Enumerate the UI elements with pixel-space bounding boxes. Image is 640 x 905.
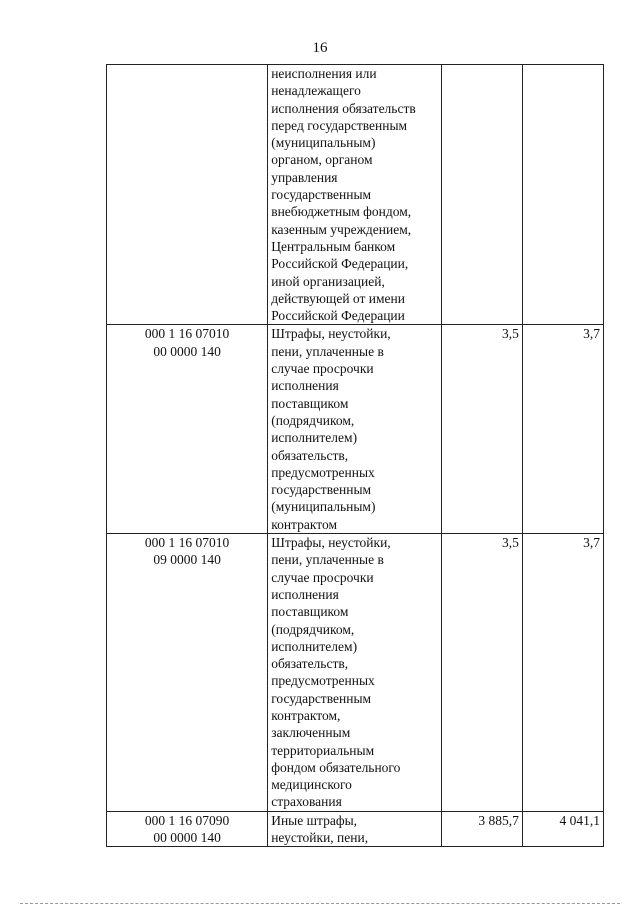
revenue-code: 000 1 16 07090 00 0000 140: [144, 812, 230, 846]
value-year2: 4 041,1: [559, 812, 600, 828]
revenue-name-cell: [268, 534, 442, 812]
value-year2-cell: [522, 65, 603, 325]
value-year1-cell: [441, 325, 522, 534]
table-row: [107, 325, 604, 534]
revenue-name: неисполнения или ненадлежащего исполнения обязательств перед государственным (муниципальным) органом, органом управления государственным внебюджетным фондом, казенным учреждением, Центральным банком Российской Федерации, иной организацией, действующей от имени Российской Федерации: [271, 66, 416, 324]
page-number: 16: [312, 40, 328, 56]
value-year2-cell: [522, 811, 603, 847]
revenue-name: Штрафы, неустойки, пени, уплаченные в случае просрочки исполнения поставщиком (подрядчиком, исполнителем) обязательств, предусмотренных государственным контрактом, заключенным территориальным фондом обязательного медицинского страхования: [271, 535, 401, 810]
value-year1: 3,5: [501, 326, 519, 342]
table-row: [107, 811, 604, 847]
revenue-name-cell: [268, 65, 442, 325]
table-row: [107, 65, 604, 325]
revenue-code-cell: [107, 534, 268, 812]
revenue-code-cell: [107, 65, 268, 325]
value-year2: 3,7: [583, 535, 600, 551]
revenue-code: 000 1 16 07010 09 0000 140: [144, 535, 230, 568]
revenue-code: 000 1 16 07010 00 0000 140: [144, 326, 230, 359]
revenue-code-cell: [107, 325, 268, 534]
revenue-code-cell: [107, 811, 268, 847]
revenue-name: Иные штрафы, неустойки, пени,: [271, 812, 369, 846]
value-year1-cell: [441, 65, 522, 325]
page-bottom-divider: [20, 903, 620, 904]
revenue-name-cell: [268, 811, 442, 847]
value-year1-cell: [441, 534, 522, 812]
value-year2-cell: [522, 534, 603, 812]
table-row: [107, 534, 604, 812]
revenue-table: [106, 64, 604, 847]
revenue-name-cell: [268, 325, 442, 534]
value-year1: 3,5: [501, 535, 519, 551]
value-year1-cell: [441, 811, 522, 847]
value-year2-cell: [522, 325, 603, 534]
value-year2: 3,7: [583, 326, 600, 342]
value-year1: 3 885,7: [478, 812, 519, 828]
revenue-name: Штрафы, неустойки, пени, уплаченные в случае просрочки исполнения поставщиком (подрядчиком, исполнителем) обязательств, предусмотренных государственным (муниципальным) контрактом: [271, 326, 391, 532]
